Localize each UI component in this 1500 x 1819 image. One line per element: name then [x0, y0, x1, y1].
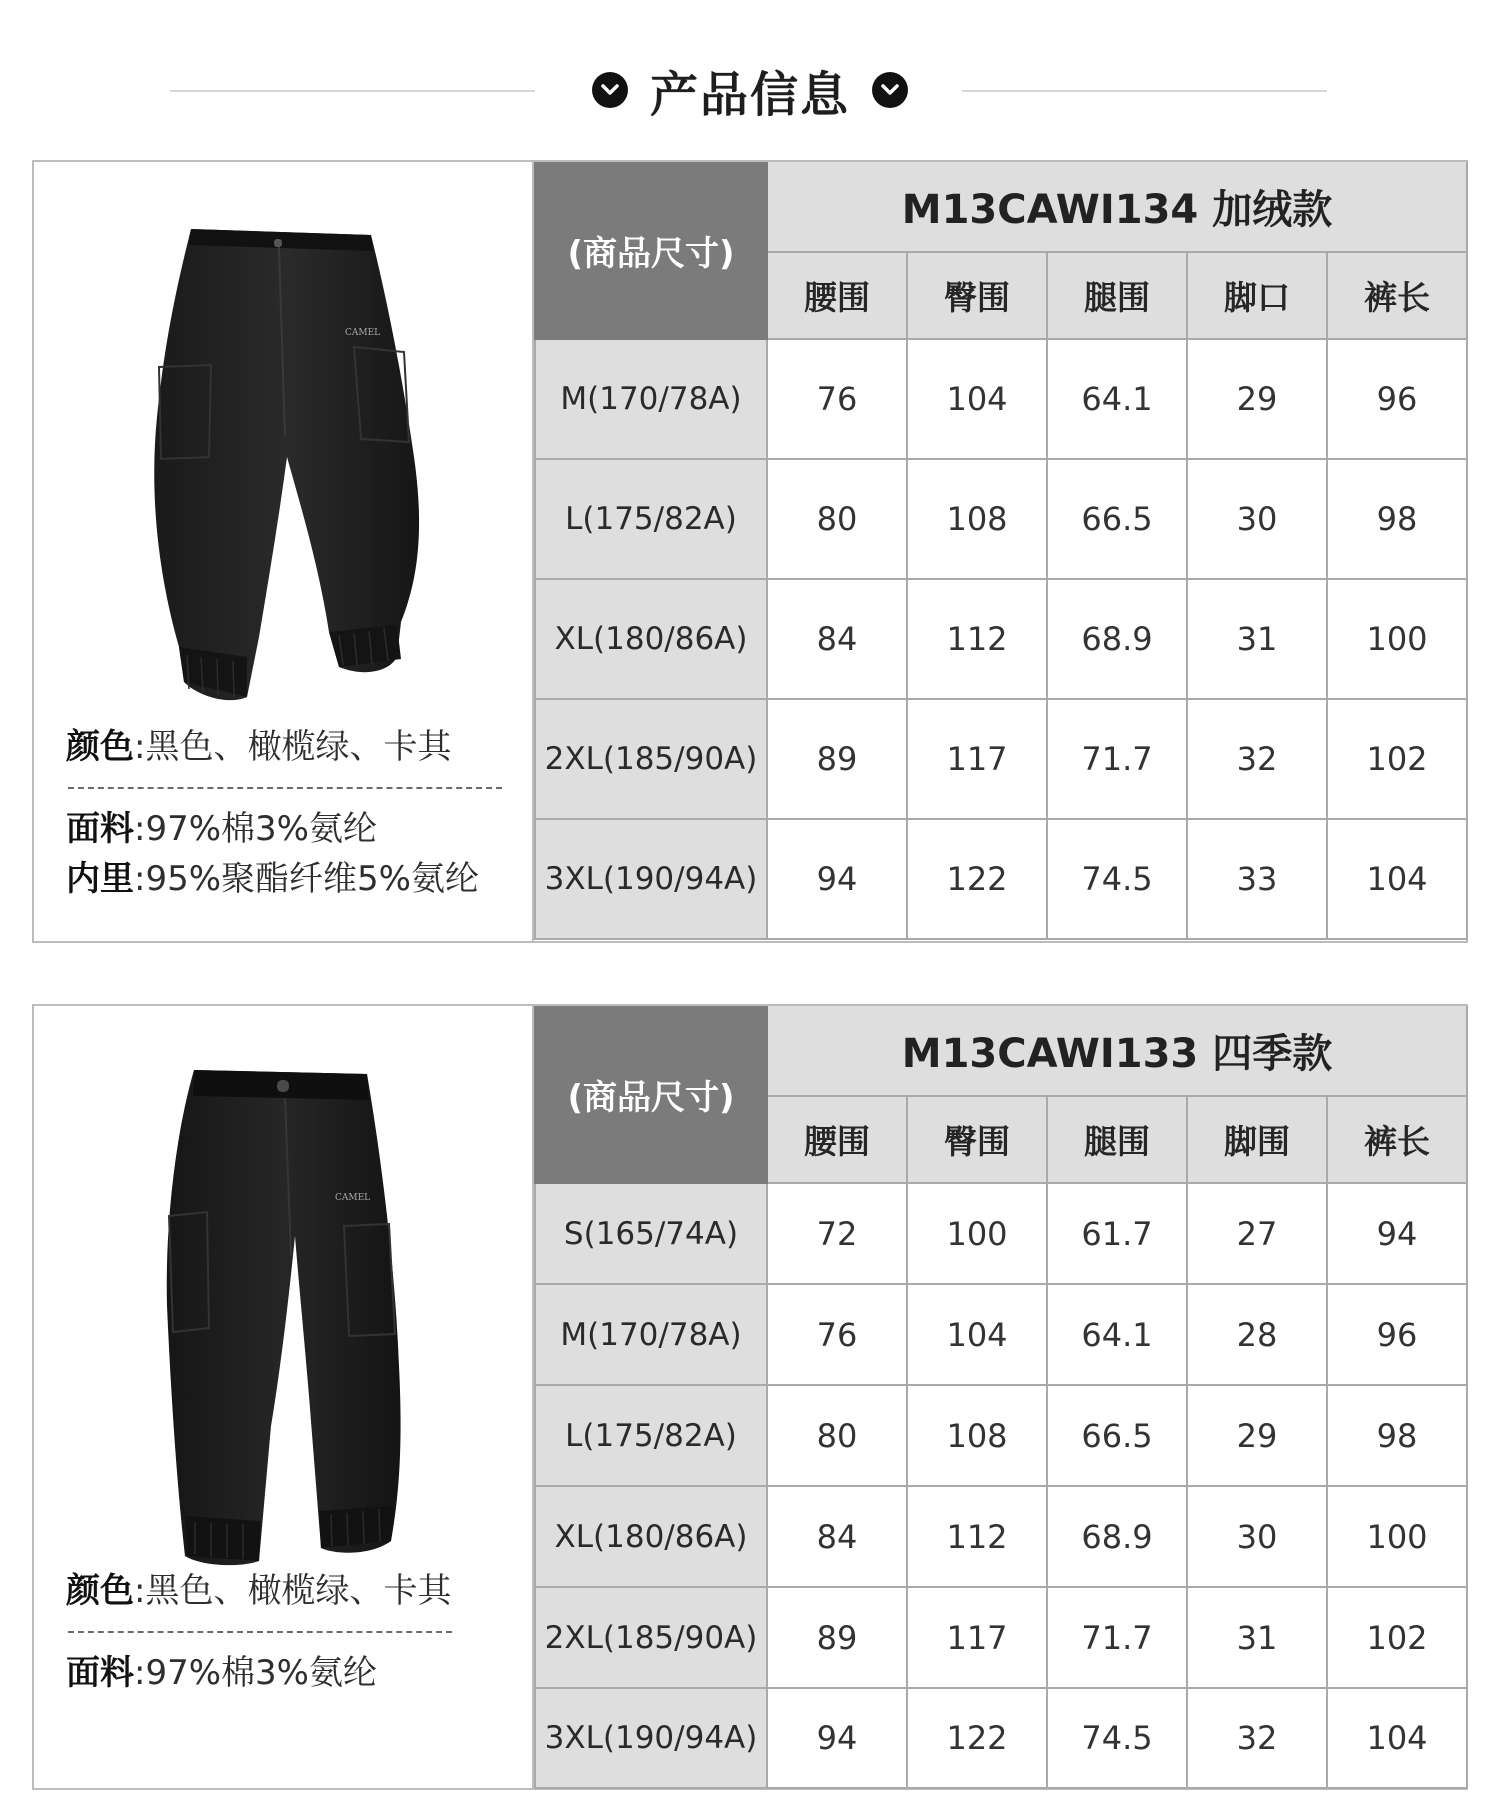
spec-divider	[68, 787, 502, 789]
page-title: 产品信息	[649, 66, 850, 123]
value-cell: 84	[767, 579, 907, 699]
size-table	[534, 162, 1468, 940]
size-cell: S(165/74A)	[535, 1183, 767, 1284]
value-cell: 32	[1187, 699, 1327, 819]
column-header: 裤长	[1327, 1096, 1467, 1183]
model-title: M13CAWI133 四季款	[767, 1006, 1467, 1096]
value-cell: 104	[1327, 1688, 1467, 1788]
model-title: M13CAWI134 加绒款	[767, 162, 1467, 252]
table-row	[535, 339, 1467, 459]
value-cell: 80	[767, 459, 907, 579]
value-cell: 29	[1187, 339, 1327, 459]
value-cell: 108	[907, 1385, 1047, 1486]
size-cell: 2XL(185/90A)	[535, 699, 767, 819]
fabric-spec	[66, 804, 377, 854]
lining-label: 内里	[66, 859, 134, 899]
value-cell: 96	[1327, 1284, 1467, 1385]
svg-text:CAMEL: CAMEL	[335, 1193, 371, 1203]
column-header: 腿围	[1047, 252, 1187, 339]
value-cell: 89	[767, 1587, 907, 1688]
value-cell: 122	[907, 819, 1047, 939]
table-row	[535, 1183, 1467, 1284]
value-cell: 28	[1187, 1284, 1327, 1385]
value-cell: 31	[1187, 1587, 1327, 1688]
color-value: :黑色、橄榄绿、卡其	[134, 727, 452, 767]
lining-spec	[66, 854, 479, 904]
value-cell: 27	[1187, 1183, 1327, 1284]
size-cell: XL(180/86A)	[535, 1486, 767, 1587]
value-cell: 117	[907, 699, 1047, 819]
lining-value: :95%聚酯纤维5%氨纶	[134, 859, 479, 899]
value-cell: 122	[907, 1688, 1047, 1788]
column-header: 臀围	[907, 1096, 1047, 1183]
size-cell: M(170/78A)	[535, 1284, 767, 1385]
size-cell: 3XL(190/94A)	[535, 1688, 767, 1788]
fabric-value: :97%棉3%氨纶	[134, 809, 377, 849]
column-header: 腰围	[767, 252, 907, 339]
value-cell: 72	[767, 1183, 907, 1284]
spec-divider	[68, 1631, 452, 1633]
value-cell: 112	[907, 1486, 1047, 1587]
column-header: 臀围	[907, 252, 1047, 339]
value-cell: 66.5	[1047, 1385, 1187, 1486]
table-row	[535, 1284, 1467, 1385]
section-header	[0, 50, 1500, 130]
product-panel-all-season	[32, 1004, 1468, 1790]
value-cell: 71.7	[1047, 699, 1187, 819]
product-info	[34, 162, 534, 941]
table-row	[535, 699, 1467, 819]
size-cell: L(175/82A)	[535, 1385, 767, 1486]
value-cell: 104	[907, 339, 1047, 459]
value-cell: 68.9	[1047, 579, 1187, 699]
value-cell: 68.9	[1047, 1486, 1187, 1587]
value-cell: 74.5	[1047, 819, 1187, 939]
value-cell: 74.5	[1047, 1688, 1187, 1788]
value-cell: 80	[767, 1385, 907, 1486]
column-header: 腰围	[767, 1096, 907, 1183]
value-cell: 31	[1187, 579, 1327, 699]
column-header: 腿围	[1047, 1096, 1187, 1183]
size-cell: 3XL(190/94A)	[535, 819, 767, 939]
value-cell: 117	[907, 1587, 1047, 1688]
svg-text:CAMEL: CAMEL	[345, 328, 381, 338]
value-cell: 96	[1327, 339, 1467, 459]
pants-image	[149, 1066, 449, 1576]
column-header: 脚围	[1187, 1096, 1327, 1183]
table-row	[535, 459, 1467, 579]
column-header: 脚口	[1187, 252, 1327, 339]
fabric-value: :97%棉3%氨纶	[134, 1653, 377, 1693]
value-cell: 108	[907, 459, 1047, 579]
value-cell: 84	[767, 1486, 907, 1587]
value-cell: 66.5	[1047, 459, 1187, 579]
value-cell: 104	[1327, 819, 1467, 939]
fabric-label: 面料	[66, 1653, 134, 1693]
value-cell: 71.7	[1047, 1587, 1187, 1688]
value-cell: 98	[1327, 1385, 1467, 1486]
chevron-down-circle-icon	[872, 72, 908, 108]
table-row	[535, 1486, 1467, 1587]
header-title-group	[580, 54, 920, 126]
value-cell: 32	[1187, 1688, 1327, 1788]
value-cell: 30	[1187, 1486, 1327, 1587]
fabric-spec	[66, 1648, 377, 1698]
value-cell: 29	[1187, 1385, 1327, 1486]
size-cell: L(175/82A)	[535, 459, 767, 579]
value-cell: 102	[1327, 1587, 1467, 1688]
table-row	[535, 1587, 1467, 1688]
value-cell: 33	[1187, 819, 1327, 939]
product-info	[34, 1006, 534, 1788]
value-cell: 104	[907, 1284, 1047, 1385]
value-cell: 102	[1327, 699, 1467, 819]
table-row	[535, 1385, 1467, 1486]
value-cell: 98	[1327, 459, 1467, 579]
value-cell: 76	[767, 1284, 907, 1385]
color-label: 颜色	[66, 727, 134, 767]
value-cell: 30	[1187, 459, 1327, 579]
header-divider-right	[962, 90, 1327, 92]
value-cell: 100	[907, 1183, 1047, 1284]
value-cell: 100	[1327, 1486, 1467, 1587]
table-row	[535, 819, 1467, 939]
value-cell: 64.1	[1047, 339, 1187, 459]
product-panel-fleece	[32, 160, 1468, 943]
value-cell: 64.1	[1047, 1284, 1187, 1385]
color-spec	[66, 1566, 451, 1616]
value-cell: 112	[907, 579, 1047, 699]
color-value: :黑色、橄榄绿、卡其	[134, 1571, 452, 1611]
value-cell: 76	[767, 339, 907, 459]
value-cell: 100	[1327, 579, 1467, 699]
color-label: 颜色	[66, 1571, 134, 1611]
chevron-down-circle-icon	[592, 72, 628, 108]
size-cell: M(170/78A)	[535, 339, 767, 459]
value-cell: 89	[767, 699, 907, 819]
value-cell: 94	[767, 1688, 907, 1788]
size-table	[534, 1006, 1468, 1789]
column-header: 裤长	[1327, 252, 1467, 339]
value-cell: 94	[1327, 1183, 1467, 1284]
value-cell: 61.7	[1047, 1183, 1187, 1284]
fabric-label: 面料	[66, 809, 134, 849]
size-column-header: (商品尺寸)	[535, 1006, 767, 1183]
table-row	[535, 579, 1467, 699]
size-column-header: (商品尺寸)	[535, 162, 767, 339]
size-cell: XL(180/86A)	[535, 579, 767, 699]
color-spec	[66, 722, 451, 772]
size-cell: 2XL(185/90A)	[535, 1587, 767, 1688]
table-row	[535, 1688, 1467, 1788]
pants-image	[139, 227, 489, 707]
value-cell: 94	[767, 819, 907, 939]
header-divider-left	[170, 90, 535, 92]
